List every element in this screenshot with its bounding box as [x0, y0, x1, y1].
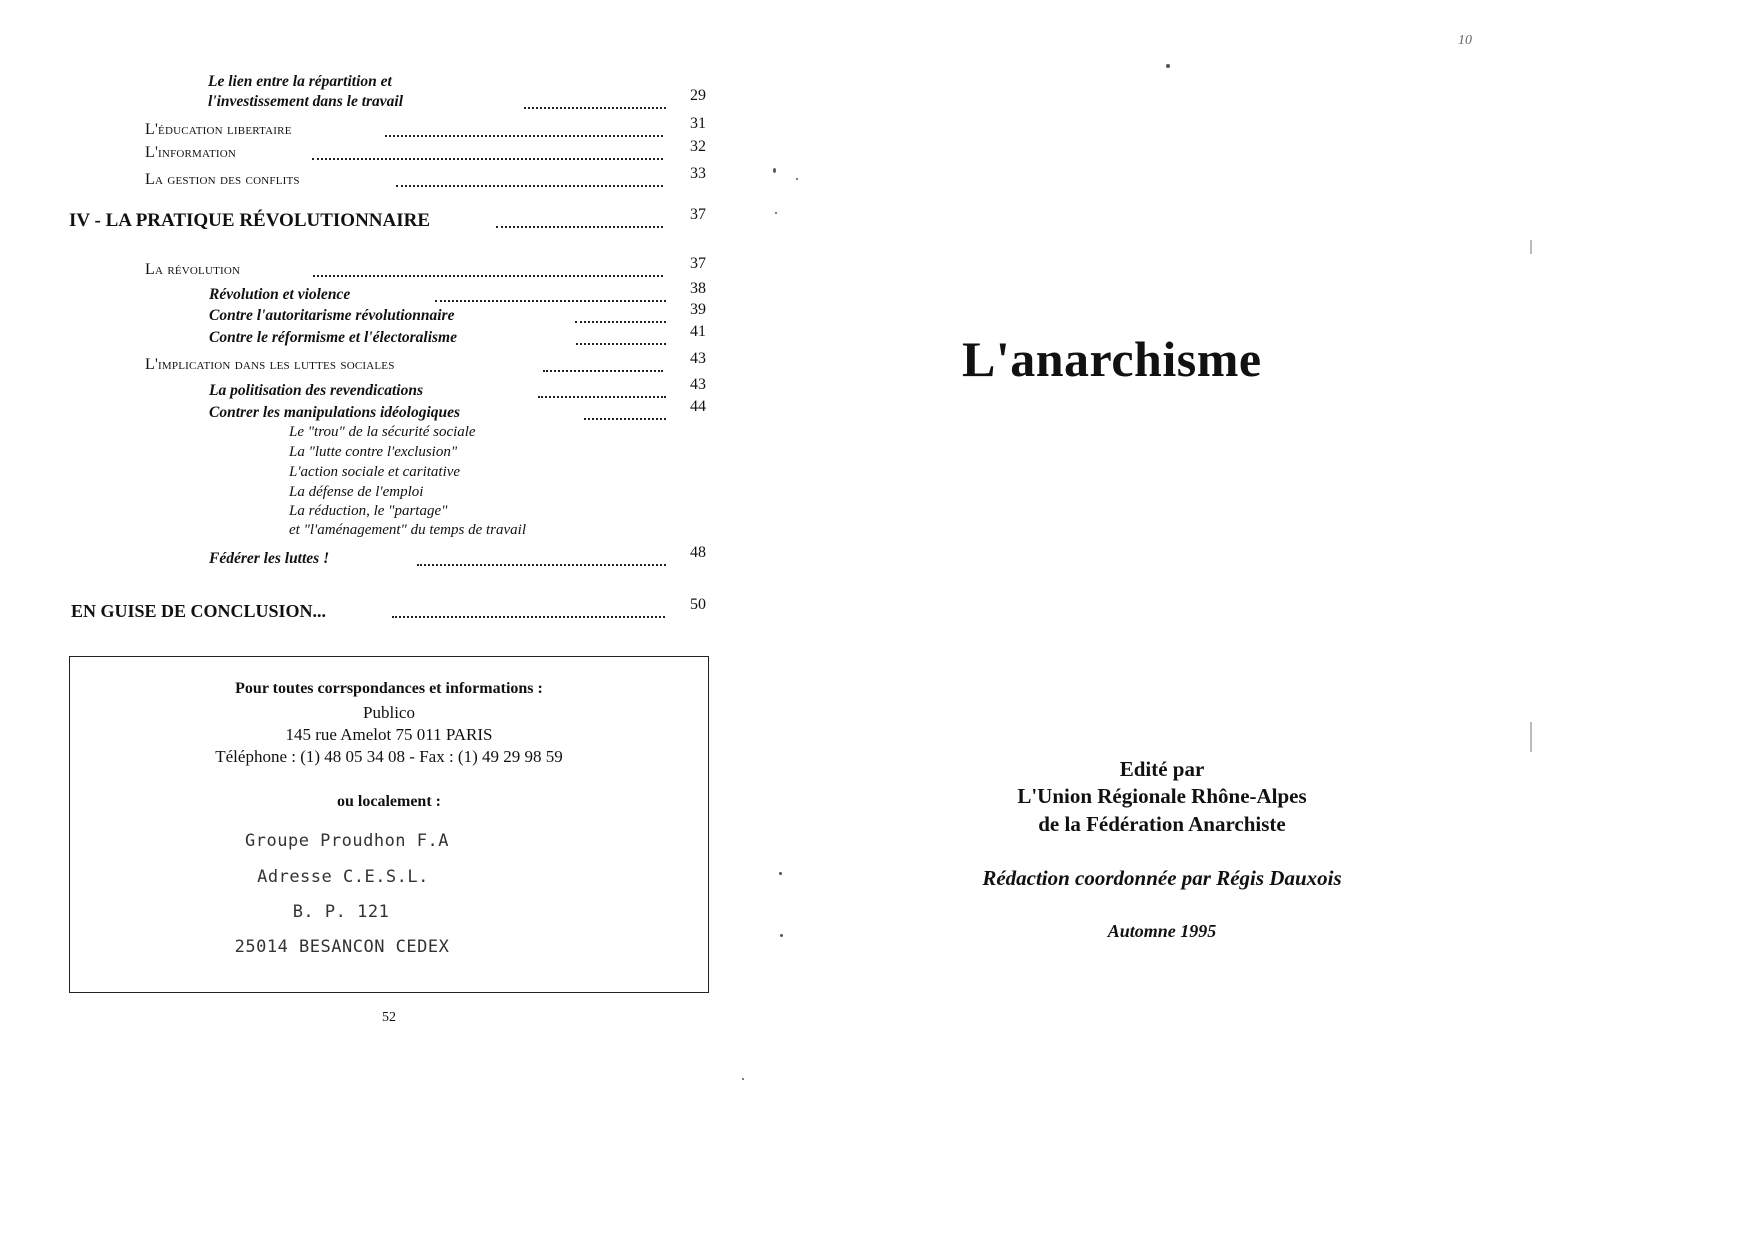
toc-section: [0, 206, 720, 231]
toc-page-number: 32: [690, 138, 706, 155]
toc-leader-dots: [496, 224, 663, 228]
scan-speck: [742, 1078, 744, 1080]
toc-leader-dots: [392, 614, 665, 618]
scan-speck: [1166, 64, 1170, 68]
toc-sub-item: La défense de l'emploi: [289, 484, 424, 500]
toc-entry-label: La politisation des revendications: [209, 382, 423, 399]
toc-page-number: 38: [690, 280, 706, 297]
scan-speck: [775, 212, 777, 214]
toc-entry: [0, 72, 720, 92]
toc-entry: [0, 115, 720, 140]
contact-box: [69, 656, 709, 993]
toc-entry-label: L'implication dans les luttes sociales: [145, 356, 395, 373]
toc-entry-label: Fédérer les luttes !: [209, 550, 330, 567]
toc-leader-dots: [396, 183, 663, 187]
stamp-line: Groupe Proudhon F.A: [245, 831, 449, 851]
toc-page-number: 43: [690, 376, 706, 393]
toc-page-number: 33: [690, 165, 706, 182]
toc-section: [0, 596, 720, 621]
contact-heading: Pour toutes corrspondances et informations :: [235, 680, 543, 697]
toc-sub-item: Le "trou" de la sécurité sociale: [289, 424, 476, 440]
contact-address: 145 rue Amelot 75 011 PARIS: [285, 725, 493, 744]
toc-entry-label: La révolution: [145, 261, 241, 278]
toc-leader-dots: [385, 133, 663, 137]
toc-leader-dots: [543, 368, 663, 372]
toc-leader-dots: [417, 562, 666, 566]
toc-page-number: 31: [690, 115, 706, 132]
toc-entry-label: Contre le réformisme et l'électoralisme: [209, 329, 457, 346]
toc-entry-label: Révolution et violence: [209, 286, 351, 303]
toc-entry: [0, 323, 720, 348]
toc-sub-item: L'action sociale et caritative: [289, 464, 461, 480]
toc-page-number: 44: [690, 398, 706, 415]
scan-speck: [796, 178, 798, 180]
toc-leader-dots: [575, 319, 666, 323]
page-number: 52: [382, 1010, 396, 1025]
scan-speck: [779, 872, 782, 875]
toc-page-number: 41: [690, 323, 706, 340]
toc-entry-label: L'information: [145, 144, 237, 161]
toc-entry-label: l'investissement dans le travail: [208, 93, 404, 110]
scan-speck: [1530, 722, 1532, 752]
toc-leader-dots: [313, 273, 663, 277]
stamp-line: 25014 BESANCON CEDEX: [234, 937, 450, 957]
toc-entry: [0, 301, 720, 326]
toc-page-number: 37: [690, 255, 706, 272]
toc-leader-dots: [576, 341, 666, 345]
toc-leader-dots: [524, 105, 666, 109]
contact-name: Publico: [363, 703, 415, 722]
toc-page-number: 37: [690, 206, 706, 223]
editor-credit: Rédaction coordonnée par Régis Dauxois: [982, 866, 1342, 890]
corner-mark: 10: [1458, 33, 1472, 48]
toc-sub-item: et "l'aménagement" du temps de travail: [289, 522, 527, 538]
toc-entry: [0, 165, 720, 190]
toc-leader-dots: [538, 394, 666, 398]
scan-speck: [773, 168, 776, 173]
toc-entry-label: L'éducation libertaire: [145, 121, 292, 138]
toc-entry: [0, 544, 720, 569]
toc-page-number: 39: [690, 301, 706, 318]
toc-entry: [0, 255, 720, 280]
publisher-line: Edité par: [1119, 757, 1205, 781]
stamp-line: Adresse C.E.S.L.: [257, 867, 429, 887]
toc-leader-dots: [435, 298, 666, 302]
scan-speck: [1530, 240, 1532, 254]
toc-sub-item: La "lutte contre l'exclusion": [289, 444, 458, 460]
toc-leader-dots: [312, 156, 663, 160]
publication-date: Automne 1995: [1107, 921, 1217, 941]
toc-entry: [0, 398, 720, 423]
toc-entry-label: Le lien entre la répartition et: [208, 73, 392, 90]
local-heading: ou localement :: [337, 793, 441, 810]
publisher-line: L'Union Régionale Rhône-Alpes: [1017, 784, 1307, 808]
toc-leader-dots: [584, 416, 666, 420]
toc-entry: [0, 87, 720, 112]
toc-entry-label: Contrer les manipulations idéologiques: [209, 404, 461, 421]
toc-page-number: 43: [690, 350, 706, 367]
toc-entry-label: Contre l'autoritarisme révolutionnaire: [209, 307, 455, 324]
book-title: L'anarchisme: [962, 331, 1262, 387]
toc-section-label: EN GUISE DE CONCLUSION...: [71, 601, 327, 621]
toc-entry-label: La gestion des conflits: [145, 171, 300, 188]
toc-sub-item: La réduction, le "partage": [289, 503, 448, 519]
scan-speck: [780, 934, 783, 937]
toc-page-number: 50: [690, 596, 706, 613]
toc-entry: [0, 350, 720, 375]
toc-section-label: IV - LA PRATIQUE RÉVOLUTIONNAIRE: [69, 210, 431, 231]
contact-phone: Téléphone : (1) 48 05 34 08 - Fax : (1) 49 29 98 59: [215, 747, 563, 766]
toc-page-number: 48: [690, 544, 706, 561]
stamp-line: B. P. 121: [292, 902, 390, 922]
toc-entry: [0, 280, 720, 305]
toc-page-number: 29: [690, 87, 706, 104]
publisher-line: de la Fédération Anarchiste: [1038, 812, 1286, 836]
toc-entry: [0, 376, 720, 401]
toc-entry: [0, 138, 720, 163]
